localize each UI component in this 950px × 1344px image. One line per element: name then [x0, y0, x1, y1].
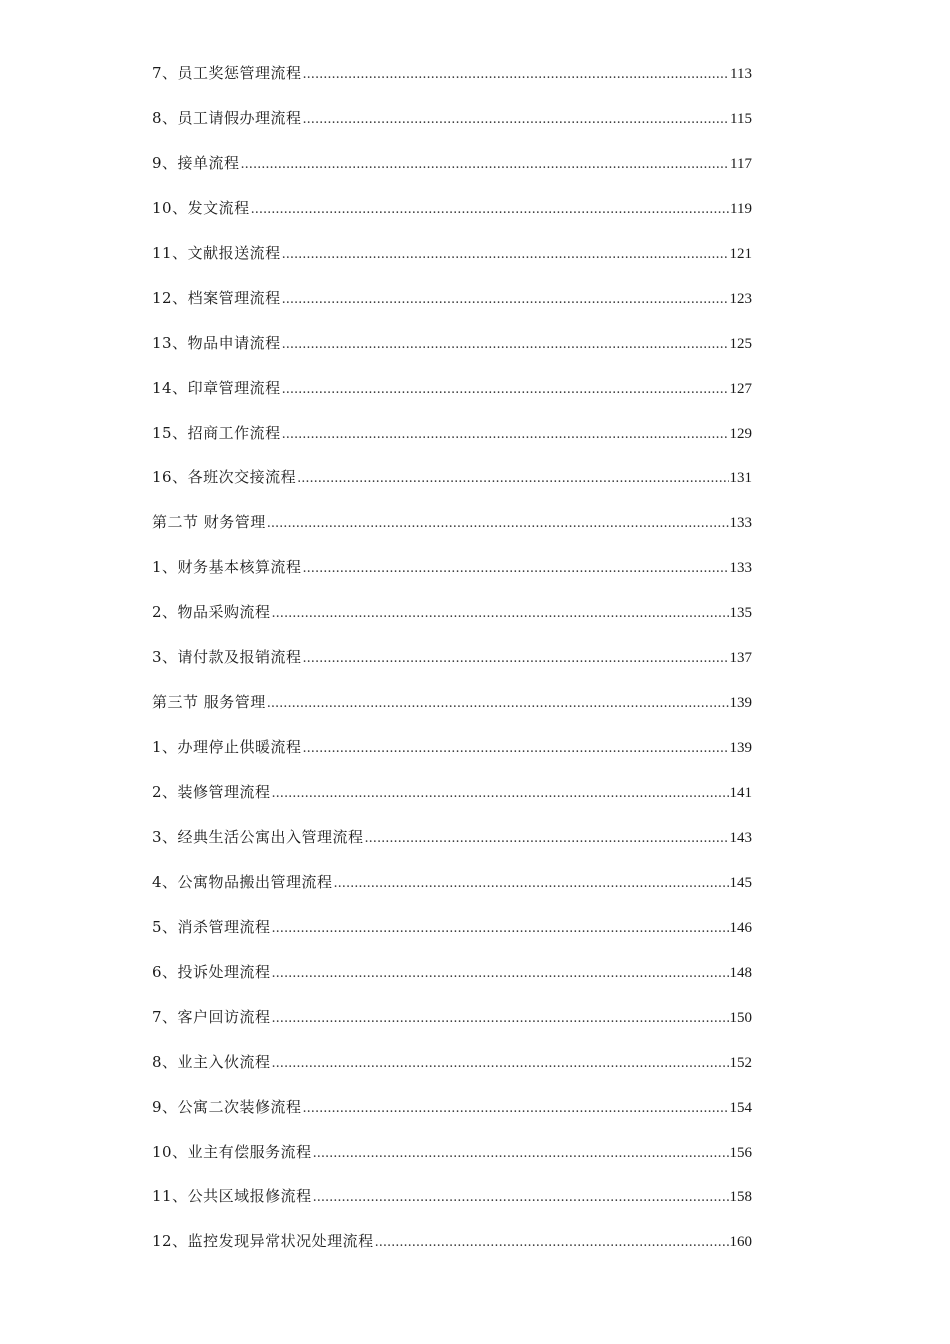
dot-leader — [303, 735, 729, 762]
toc-entry-page: 133 — [729, 560, 752, 577]
toc-entry-page: 129 — [729, 425, 752, 442]
toc-entry[interactable] — [152, 464, 752, 509]
toc-entry-page: 148 — [729, 964, 752, 981]
dot-leader — [272, 780, 729, 807]
toc-entry-title: 2、物品采购流程 — [152, 603, 271, 622]
dot-leader — [303, 61, 730, 88]
toc-entry-title: 14、印章管理流程 — [152, 378, 281, 397]
toc-entry-page: 154 — [729, 1099, 752, 1116]
toc-entry-page: 139 — [729, 695, 752, 712]
toc-entry-page: 115 — [730, 110, 752, 127]
toc-entry-title: 7、员工奖惩管理流程 — [152, 64, 302, 82]
toc-entry[interactable] — [152, 60, 752, 105]
toc-entry[interactable] — [152, 1049, 752, 1094]
toc-entry-title: 1、财务基本核算流程 — [152, 558, 302, 577]
toc-entry-page: 133 — [729, 515, 752, 532]
toc-entry-title: 7、客户回访流程 — [152, 1007, 271, 1026]
toc-entry[interactable] — [152, 869, 752, 914]
dot-leader — [365, 825, 729, 852]
toc-entry[interactable] — [152, 330, 752, 375]
toc-entry-title: 5、消杀管理流程 — [152, 917, 271, 936]
dot-leader — [272, 960, 729, 987]
toc-entry-page: 156 — [729, 1144, 752, 1161]
toc-entry-page: 131 — [729, 470, 752, 487]
toc-entry[interactable] — [152, 240, 752, 285]
toc-entry-page: 125 — [729, 335, 752, 352]
dot-leader — [272, 915, 729, 942]
toc-entry[interactable] — [152, 914, 752, 959]
dot-leader — [251, 196, 729, 223]
dot-leader — [272, 600, 729, 627]
dot-leader — [282, 286, 729, 313]
toc-entry[interactable] — [152, 1094, 752, 1139]
toc-entry-title: 第三节 服务管理 — [152, 693, 266, 712]
toc-entry-page: 119 — [730, 200, 752, 217]
dot-leader — [282, 241, 729, 268]
toc-entry-title: 3、经典生活公寓出入管理流程 — [152, 827, 364, 846]
toc-entry-page: 146 — [729, 919, 752, 936]
toc-entry[interactable] — [152, 1004, 752, 1049]
dot-leader — [267, 510, 729, 537]
toc-entry-page: 150 — [729, 1009, 752, 1026]
toc-entry[interactable] — [152, 420, 752, 465]
dot-leader — [313, 1140, 729, 1167]
dot-leader — [241, 151, 730, 178]
dot-leader — [303, 106, 730, 133]
dot-leader — [303, 645, 729, 672]
toc-entry[interactable] — [152, 779, 752, 824]
toc-entry-page: 127 — [729, 380, 752, 397]
toc-entry[interactable] — [152, 105, 752, 150]
toc-section-heading[interactable] — [152, 689, 752, 734]
toc-entry-title: 9、公寓二次装修流程 — [152, 1097, 302, 1116]
toc-entry-title: 6、投诉处理流程 — [152, 962, 271, 981]
toc-entry-title: 11、文献报送流程 — [152, 243, 281, 262]
toc-entry-page: 152 — [729, 1054, 752, 1071]
dot-leader — [334, 870, 729, 897]
dot-leader — [272, 1005, 729, 1032]
toc-entry-title: 1、办理停止供暖流程 — [152, 738, 302, 757]
toc-entry-page: 143 — [729, 829, 752, 846]
toc-entry-page: 123 — [729, 290, 752, 307]
toc-entry-title: 8、业主入伙流程 — [152, 1052, 271, 1071]
dot-leader — [272, 1050, 729, 1077]
toc-entry-title: 8、员工请假办理流程 — [152, 108, 302, 127]
toc-entry-page: 158 — [729, 1189, 752, 1206]
toc-entry-page: 113 — [730, 66, 752, 82]
toc-entry-title: 3、请付款及报销流程 — [152, 648, 302, 667]
toc-entry-title: 2、装修管理流程 — [152, 783, 271, 801]
toc-entry-page: 141 — [729, 785, 752, 801]
toc-entry-page: 145 — [729, 874, 752, 891]
dot-leader — [297, 465, 728, 492]
toc-entry[interactable] — [152, 150, 752, 195]
toc-entry-title: 10、发文流程 — [152, 198, 250, 217]
toc-entry-page: 117 — [730, 155, 752, 172]
toc-section-heading[interactable] — [152, 509, 752, 554]
toc-entry-title: 12、档案管理流程 — [152, 288, 281, 307]
toc-entry[interactable] — [152, 599, 752, 644]
dot-leader — [267, 690, 729, 717]
toc-entry[interactable] — [152, 734, 752, 779]
toc-entry[interactable] — [152, 1228, 752, 1273]
toc-entry[interactable] — [152, 959, 752, 1004]
toc-entry[interactable] — [152, 824, 752, 869]
dot-leader — [303, 1095, 729, 1122]
toc-entry-title: 4、公寓物品搬出管理流程 — [152, 872, 333, 891]
dot-leader — [313, 1184, 729, 1211]
toc-entry-page: 139 — [729, 740, 752, 757]
toc-entry[interactable] — [152, 644, 752, 689]
toc-entry[interactable] — [152, 554, 752, 599]
toc-entry-title: 第二节 财务管理 — [152, 513, 266, 532]
dot-leader — [375, 1229, 729, 1256]
toc-entry-title: 9、接单流程 — [152, 153, 240, 172]
toc-entry[interactable] — [152, 285, 752, 330]
toc-entry-page: 137 — [729, 650, 752, 667]
dot-leader — [282, 376, 729, 403]
toc-entry-page: 135 — [729, 605, 752, 622]
toc-entry-title: 10、业主有偿服务流程 — [152, 1142, 312, 1161]
toc-entry-page: 121 — [729, 245, 752, 262]
table-of-contents — [152, 60, 752, 1273]
toc-entry-title: 13、物品申请流程 — [152, 333, 281, 352]
dot-leader — [282, 331, 729, 358]
toc-entry[interactable] — [152, 1183, 752, 1228]
toc-entry-title: 16、各班次交接流程 — [152, 468, 297, 487]
toc-entry[interactable] — [152, 375, 752, 420]
toc-entry-page: 160 — [729, 1234, 752, 1251]
toc-entry-title: 12、监控发现异常状况处理流程 — [152, 1232, 374, 1251]
dot-leader — [303, 555, 729, 582]
dot-leader — [282, 421, 729, 448]
toc-entry-title: 11、公共区域报修流程 — [152, 1187, 312, 1206]
toc-entry[interactable] — [152, 1139, 752, 1184]
toc-entry-title: 15、招商工作流程 — [152, 423, 281, 442]
toc-entry[interactable] — [152, 195, 752, 240]
